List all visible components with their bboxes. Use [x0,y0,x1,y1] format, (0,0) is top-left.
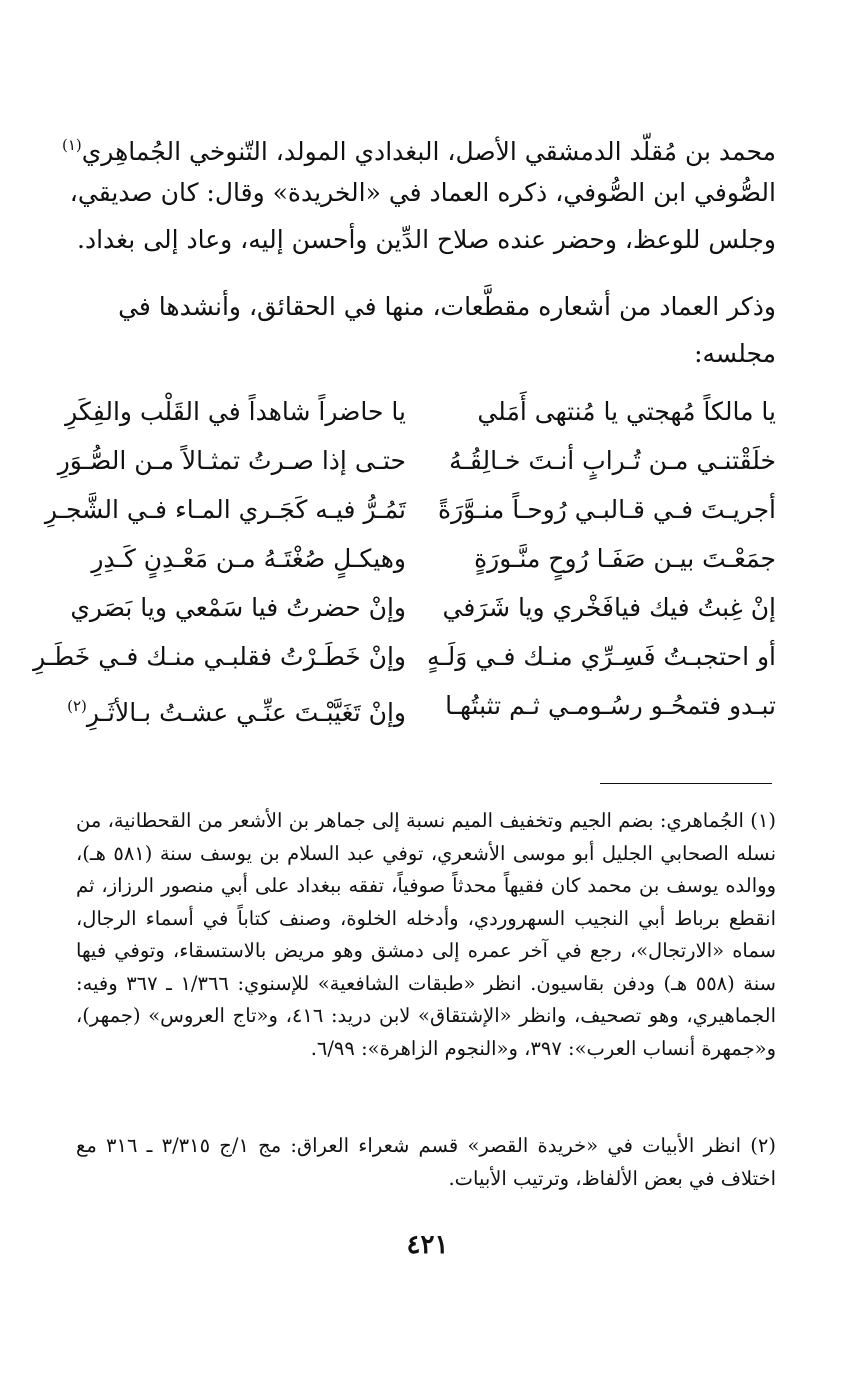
footnote-number: (١) [750,809,776,832]
footnote-text: انظر الأبيات في «خريدة القصر» قسم شعراء العراق: مج ١/ج ٣/٣١٥ ـ ٣١٦ مع اختلاف في بعض الألفاظ، وترتيب الأبيات. [76,1134,776,1190]
footnote-ref-2: (٢) [67,697,87,715]
verse-second-hemistich: حتـى إذا صـرتُ تمثـالاً مـن الصُّـوَرِ [57,446,406,475]
intro-line-1: محمد بن مُقلّد الدمشقي الأصل، البغدادي المولد، التّنوخي الجُماهِري$^{(١)}$ [61,136,776,166]
verse-row [57,438,776,484]
verse-row [70,585,776,631]
verse-row [33,634,776,680]
verse-first-hemistich: خلَقْتنـي مـن تُـرابٍ أنـتَ خـالِقُـهُ [449,446,776,475]
verse-row [67,683,776,729]
footnote-text: الجُماهري: بضم الجيم وتخفيف الميم نسبة إلى جماهر بن الأشعر من القحطانية، من نسله الصحابي الجليل أبو موسى الأشعري، توفي عبد السلام بن يوسف سنة (٥٨١ هـ)، ووالده يوسف بن محمد كان فقيهاً محدثاً صوفياً، تفقه ببغداد على أبي منصور الرزاز، ثم انقطع برباط أبي النجيب السهروردي، وأدخله الخلوة، وصنف كتاباً في أسماء الرجال، سماه «الارتجال»، رجع في آخر عمره إلى دمشق وهو مريض بالاستسقاء، وتوفي فيها سنة (٥٥٨ هـ) ودفن بقاسيون. انظر «طبقات الشافعية» للإسنوي: ١/٣٦٦ ـ ٣٦٧ وفيه: الجماهيري، وهو تصحيف، وانظر «الإشتقاق» لابن دريد: ٤١٦، و«تاج العروس» (جمهر)، و«جمهرة أنساب العرب»: ٣٩٧، و«النجوم الزاهرة»: ٦/٩٩. [76,809,776,1060]
footnote-number: (٢) [750,1134,776,1157]
footnote-1 [76,805,776,1065]
verse-first-hemistich: أو احتجبـتُ فَسِـرِّي منـك فـي وَلَـهٍ [426,642,776,671]
footnote-2 [76,1130,776,1195]
verse-first-hemistich: إنْ غِبتُ فيك فيافَخْري ويا شَرَفي [442,593,776,622]
verse-first-hemistich: يا مالكاً مُهجتي يا مُنتهى أَمَلي [477,397,776,426]
verse-second-hemistich [67,683,406,736]
verse-first-hemistich: أجريـتَ فـي قـالبـي رُوحـاً منـوَّرَةً [437,495,776,524]
verse-second-hemistich: وإنْ حضرتُ فيا سَمْعي ويا بَصَري [70,593,406,622]
footnote-ref-1: (١) [61,136,82,154]
intro2-line-1: وذكر العماد من أشعاره مقطَّعات، منها في الحقائق، وأنشدها في [118,292,776,321]
verse-second-hemistich: تَمُـرُّ فيـه كَجَـري المـاء فـي الشَّجـرِ [44,495,406,524]
page-number: ٤٢١ [406,1230,449,1260]
verse-row [65,389,776,435]
intro2-line-2: مجلسه: [694,339,776,368]
verse-row [44,487,776,533]
intro-line-3: وجلس للوعظ، وحضر عنده صلاح الدِّين وأحسن إليه، وعاد إلى بغداد. [77,225,776,254]
verse-row [76,536,776,582]
verse-second-hemistich: وهيكـلٍ صُغْتَـهُ مـن مَعْـدِنٍ كَـدِرِ [91,544,406,573]
verse-second-hemistich: يا حاضراً شاهداً في القَلْب والفِكَرِ [65,397,406,426]
intro-line-2: الصُّوفي ابن الصُّوفي، ذكره العماد في «الخريدة» وقال: كان صديقي، [69,178,776,207]
verse-first-hemistich: تبـدو فتمحُـو رسُـومـي ثـم تثبتُهـا [445,691,776,720]
footnote-separator [600,783,772,784]
verse-second-hemistich: وإنْ خَطَـرْتُ فقلبـي منـك فـي خَطَـرِ [33,642,406,671]
verse-first-hemistich: جمَعْـتَ بيـن صَفَـا رُوحٍ منَّـورَةٍ [474,544,776,573]
verse-text: وإنْ تَغَيَّبْـتَ عنِّـي عشـتُ بـالأثَـرِ [86,698,406,727]
